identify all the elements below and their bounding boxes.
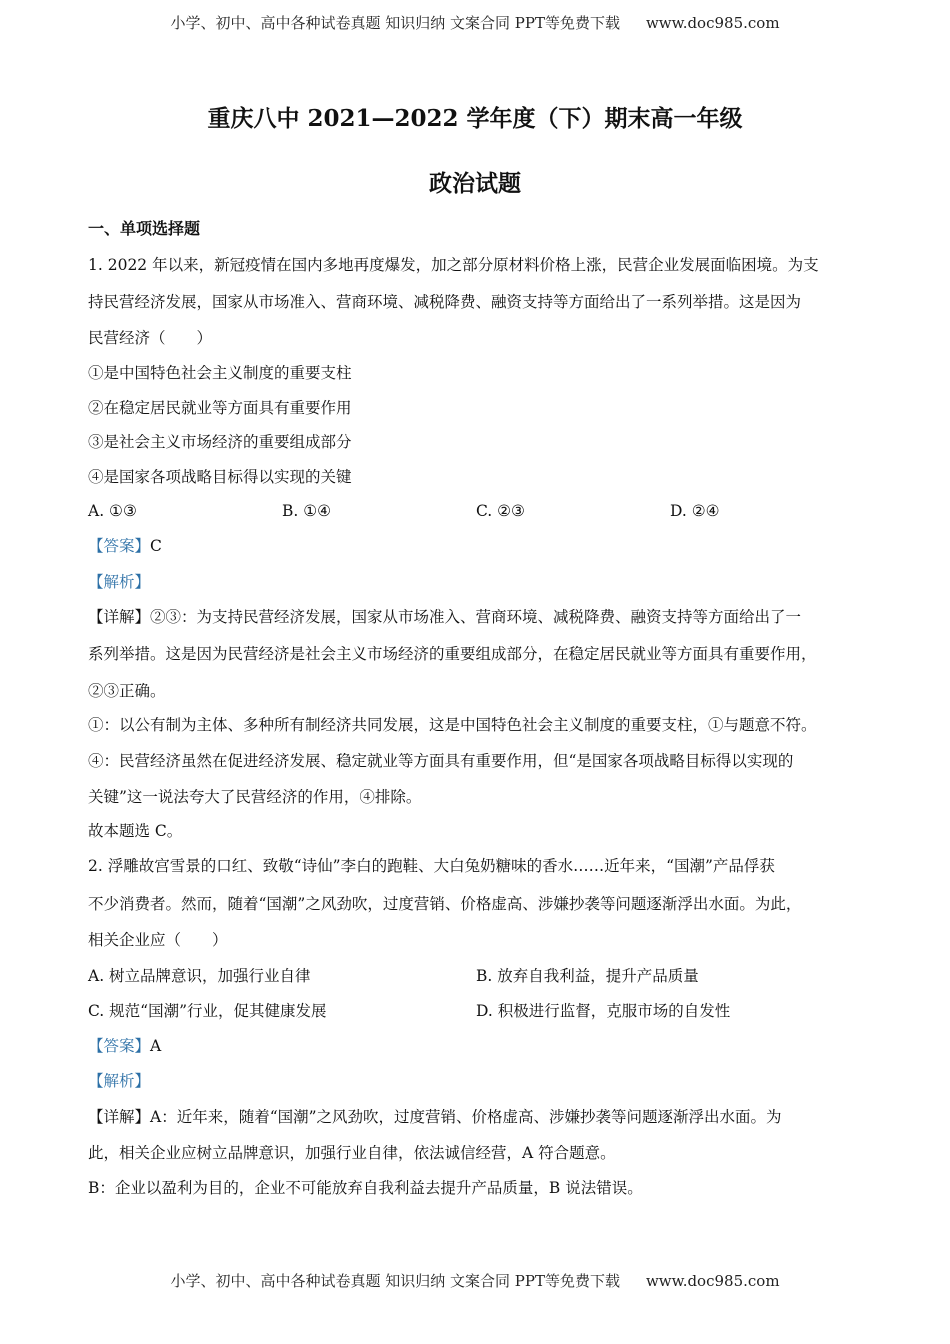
q2-option-d: D. 积极进行监督，克服市场的自发性 [476, 1002, 731, 1020]
q2-option-a: A. 树立品牌意识，加强行业自律 [88, 967, 311, 985]
q2-detail-line: 此，相关企业应树立品牌意识，加强行业自律，依法诚信经营，A 符合题意。 [88, 1144, 616, 1162]
exam-subject: 政治试题 [429, 170, 521, 197]
q1-option-b: B. ①④ [282, 502, 332, 520]
q1-statement: ③是社会主义市场经济的重要组成部分 [88, 433, 352, 451]
detail-label: 【详解】 [88, 1108, 151, 1126]
footer-text: 小学、初中、高中各种试卷真题 知识归纳 文案合同 PPT等免费下载 [170, 1272, 620, 1290]
q1-option-a: A. ①③ [88, 502, 137, 520]
page-footer [0, 1270, 950, 1291]
answer-value: A [150, 1037, 162, 1055]
q2-stem-line: 2. 浮雕故宫雪景的口红、致敬“诗仙”李白的跑鞋、大白兔奶糖味的香水……近年来，“国潮”产品俘获 [88, 857, 775, 875]
q1-detail-line: 【详解】②③：为支持民营经济发展，国家从市场准入、营商环境、减税降费、融资支持等方面给出了一 [88, 608, 802, 626]
q1-analysis-label: 【解析】 [88, 573, 151, 591]
q1-option-c: C. ②③ [476, 502, 525, 520]
detail-label: 【详解】 [88, 608, 151, 626]
answer-label: 【答案】 [88, 1037, 151, 1055]
q1-stem-line: 1. 2022 年以来，新冠疫情在国内多地再度爆发，加之部分原材料价格上涨，民营企业发展面临困境。为支 [88, 256, 819, 274]
q2-stem-line: 不少消费者。然而，随着“国潮”之风劲吹，过度营销、价格虚高、涉嫌抄袭等问题逐渐浮出水面。为此， [88, 895, 802, 913]
section-heading: 一、单项选择题 [88, 219, 201, 238]
q1-detail-line: 系列举措。这是因为民营经济是社会主义市场经济的重要组成部分，在稳定居民就业等方面具有重要作用， [88, 645, 817, 663]
q1-detail-line: 关键”这一说法夸大了民营经济的作用，④排除。 [88, 788, 422, 806]
q1-statement: ①是中国特色社会主义制度的重要支柱 [88, 364, 352, 382]
q1-option-d: D. ②④ [670, 502, 720, 520]
footer-url[interactable]: www.doc985.com [645, 1272, 780, 1290]
q1-detail-line: ②③正确。 [88, 682, 166, 700]
answer-value: C [150, 537, 162, 555]
q2-analysis-label: 【解析】 [88, 1072, 151, 1090]
answer-label: 【答案】 [88, 537, 151, 555]
q2-detail-line: B：企业以盈利为目的，企业不可能放弃自我利益去提升产品质量，B 说法错误。 [88, 1179, 643, 1197]
exam-title: 重庆八中 2021—2022 学年度（下）期末高一年级 [207, 105, 743, 132]
q1-detail-line: ④：民营经济虽然在促进经济发展、稳定就业等方面具有重要作用，但“是国家各项战略目标得以实现的 [88, 752, 794, 770]
q1-answer [88, 536, 162, 556]
q1-detail-line: 故本题选 C。 [88, 822, 183, 840]
q2-answer [88, 1036, 161, 1056]
header-url[interactable]: www.doc985.com [645, 14, 780, 32]
q2-option-b: B. 放弃自我利益，提升产品质量 [476, 967, 699, 985]
q2-option-c: C. 规范“国潮”行业，促其健康发展 [88, 1002, 327, 1020]
header-text: 小学、初中、高中各种试卷真题 知识归纳 文案合同 PPT等免费下载 [170, 14, 620, 32]
q1-statement: ②在稳定居民就业等方面具有重要作用 [88, 399, 352, 417]
q1-stem-line: 民营经济（ ） [88, 329, 213, 347]
q2-detail-line: 【详解】A：近年来，随着“国潮”之风劲吹，过度营销、价格虚高、涉嫌抄袭等问题逐渐浮出水面。为 [88, 1108, 782, 1126]
q1-stem-line: 持民营经济发展，国家从市场准入、营商环境、减税降费、融资支持等方面给出了一系列举措。这是因为 [88, 293, 802, 311]
q2-stem-line: 相关企业应（ ） [88, 931, 228, 949]
page-header [0, 12, 950, 33]
q1-detail-line: ①：以公有制为主体、多种所有制经济共同发展，这是中国特色社会主义制度的重要支柱，①与题意不符。 [88, 716, 817, 734]
q1-statement: ④是国家各项战略目标得以实现的关键 [88, 468, 352, 486]
